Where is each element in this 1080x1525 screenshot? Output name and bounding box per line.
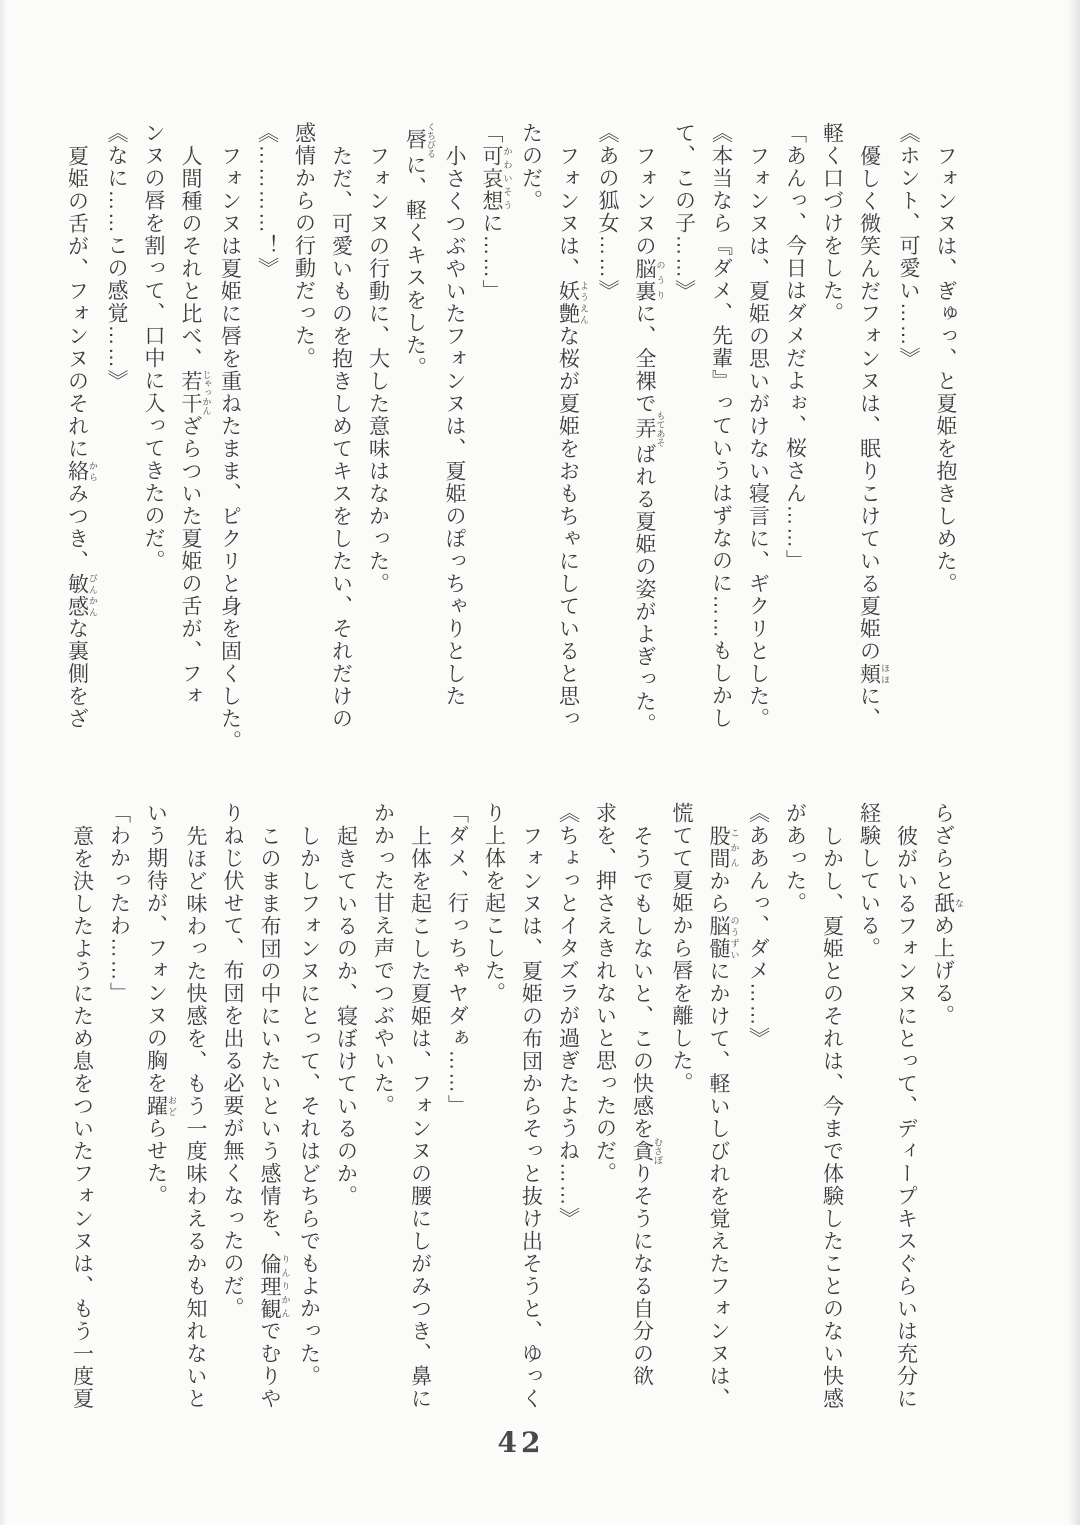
text-column: フォンヌは夏姫に唇を重ねたまま、ピクリと身を固くした。 [218,145,242,753]
text-column: 上体を起こした夏姫は、フォンヌの腰にしがみつき、鼻に [408,825,432,1410]
text-column: があった。 [783,802,807,915]
text-column: いう期待が、フォンヌの胸を躍 おどらせた。 [144,802,177,1207]
ruby-annotated-word: 唇 くちびる [403,122,436,158]
text-column: 《…………！》 [255,122,279,280]
ruby-annotated-word: 股間 こかん [707,825,740,870]
text-column: このまま布団の中にいたいという感情を、倫理観 りんりかんでむりや [258,825,291,1410]
text-column: 経験している。 [857,802,881,960]
text-column: フォンヌは、妖艶 ようえんな桜が夏姫をおもちゃにしていると思っ [556,145,589,730]
text-column: 唇 くちびるに、軽くキスをした。 [403,122,436,379]
ruby-annotated-word: 躍 おど [144,1094,177,1117]
page-left-edge-shadow [0,0,7,1525]
text-column: 意を決したようにため息をついたフォンヌは、もう一度夏 [70,825,94,1410]
text-column: フォンヌは、夏姫の思いがけない寝言に、ギクリとした。 [746,145,770,730]
text-column: 慌てて夏姫から唇を離した。 [670,802,693,1095]
text-column: しかし、夏姫とのそれは、今まで体験したことのない快感 [820,825,844,1410]
text-column: 「可哀想 かわいそうに……」 [480,122,513,302]
text-column: フォンヌの行動に、大した意味はなかった。 [366,145,390,595]
text-column: 優しく微笑んだフォンヌは、眠りこけている夏姫の頬 ほほに、 [857,145,890,730]
text-column: かかった甘え声でつぶやいた。 [371,802,395,1117]
text-column: りねじ伏せて、布団を出る必要が無くなったのだ。 [221,802,244,1320]
ruby-annotated-word: 倫理観 りんりかん [258,1252,291,1320]
text-column: 《ああんっ、ダメ……》 [746,802,770,1050]
ruby-annotated-word: 敏感 びんかん [65,572,98,618]
text-column: 彼がいるフォンヌにとって、ディープキスぐらいは充分に [894,825,918,1410]
ruby-annotated-word: 若干 じゃっかん [179,370,212,415]
ruby-annotated-word: 頬 ほほ [857,662,890,685]
text-column: 求を、押さえきれないと思ったのだ。 [593,802,617,1185]
text-column: 人間種のそれと比べ、若干 じゃっかんざらついた夏姫の舌が、フォ [179,145,212,708]
text-column: 「あんっ、今日はダメだよぉ、桜さん……」 [783,122,807,572]
ruby-annotated-word: 脳裏 のうり [633,257,666,303]
text-column: 「ダメ、行っちゃヤダぁ……」 [445,802,469,1117]
ruby-annotated-word: 舐 な [931,892,964,915]
text-column: しかしフォンヌにとって、それはどちらでもよかった。 [297,825,321,1388]
ruby-annotated-word: 貪 むさぼ [630,1137,663,1165]
text-column: ただ、可愛いものを抱きしめてキスをしたい、それだけの [329,145,353,730]
text-column: り上体を起こした。 [482,802,506,1005]
text-column: て、この子……》 [672,122,696,302]
text-column: ンヌの唇を割って、口中に入ってきたのだ。 [142,122,165,572]
text-column: 夏姫の舌が、フォンヌのそれに絡 からみつき、敏感 びんかんな裏側をざ [65,145,98,730]
page-number: 42 [497,1426,545,1459]
text-column: 《ちょっとイタズラが過ぎたようね……》 [556,802,580,1230]
ruby-annotated-word: 脳髄 のうずい [707,915,740,960]
text-column: 《ホント、可愛い……》 [897,122,920,370]
ruby-annotated-word: 可哀想 かわいそう [480,144,513,212]
text-column: 小さくつぶやいたフォンヌは、夏姫のぽっちゃりとした [443,145,466,708]
text-column: 《あの狐女……》 [596,122,619,302]
text-column: 軽く口づけをした。 [820,122,844,325]
text-column: 起きているのか、寝ぼけているのか。 [334,825,358,1208]
text-column: フォンヌは、ぎゅっ、と夏姫を抱きしめた。 [934,145,957,595]
text-column: たのだ。 [519,122,543,212]
text-column: フォンヌは、夏姫の布団からそっと抜け出そうと、ゆっく [519,825,543,1410]
bottom-text-block [64,802,965,1450]
page-right-edge-shadow [1068,0,1080,1525]
text-column: 先ほど味わった快感を、もう一度味わえるかも知れないと [184,825,207,1410]
ruby-annotated-word: 妖艶 ようえん [556,280,589,325]
text-column: 《なに……この感覚……》 [105,122,128,392]
ruby-annotated-word: 弄 もてあそ [633,411,666,447]
text-column: フォンヌの脳裏 のうりに、全裸で弄 もてあそばれる夏姫の姿がよぎった。 [633,145,666,736]
text-column: 感情からの行動だった。 [292,122,316,370]
top-text-block [59,122,965,770]
text-column: 《本当なら『ダメ、先輩』っていうはずなのに……もしかし [709,122,733,730]
ruby-annotated-word: 絡 から [65,460,98,483]
text-column: 「わかったわ……」 [107,802,131,1005]
text-column: らざらと舐 なめ上げる。 [931,802,964,1027]
text-column: 股間 こかんから脳髄 のうずいにかけて、軽いしびれを覚えたフォンヌは、 [707,825,740,1410]
text-column: そうでもしないと、この快感を貪 むさぼりそうになる自分の欲 [630,825,663,1388]
